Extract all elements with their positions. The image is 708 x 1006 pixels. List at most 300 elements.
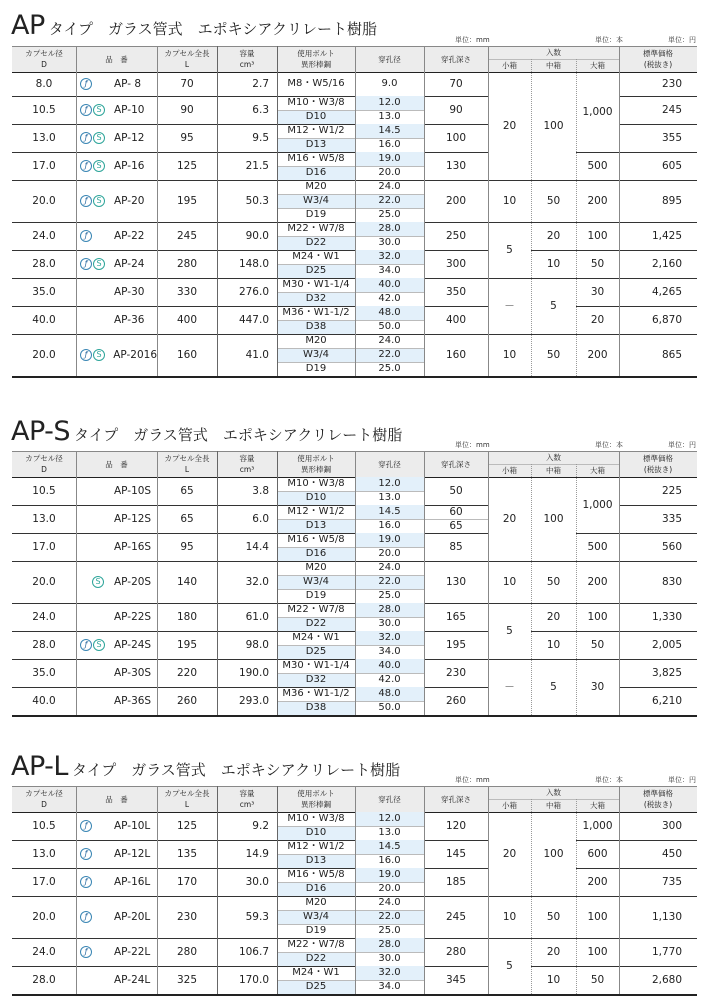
volume-cell: 9.5 <box>252 131 269 144</box>
bolt-size-cell: M10・W3/8 <box>287 97 345 108</box>
cert-icons <box>80 195 108 207</box>
hole-depth-cell: 65 <box>449 519 463 532</box>
cert-icons <box>80 876 108 888</box>
price-cell: 4,265 <box>651 285 682 298</box>
bolt-size-cell: D10 <box>277 491 355 505</box>
diameter-cell: 13.0 <box>32 131 56 144</box>
volume-cell: 41.0 <box>245 348 269 361</box>
length-cell: 125 <box>176 159 198 172</box>
f-mark-icon: ƒ <box>80 230 92 242</box>
hole-depth-cell: 70 <box>449 77 463 90</box>
section-title <box>11 416 402 447</box>
rule-dotted <box>576 799 577 994</box>
price-cell: 225 <box>661 484 682 497</box>
header-length-label: カプセル全長 <box>164 49 210 58</box>
bolt-size-cell: M22・W7/8 <box>287 939 345 950</box>
section-title <box>11 751 400 782</box>
volume-cell: 98.0 <box>245 638 269 651</box>
bolt-size-cell: D38 <box>277 320 355 334</box>
bolt-size-cell: M30・W1-1/4 <box>282 279 350 290</box>
title-description: タイプ ガラス管式 エポキシアクリレート樹脂 <box>71 761 401 779</box>
mid-box-qty: 10 <box>546 973 561 986</box>
product-cell <box>80 812 157 840</box>
header-price-sub: (税抜き) <box>643 800 673 809</box>
bolt-size-cell: M10・W3/8 <box>287 813 345 824</box>
product-code: AP-10 <box>114 104 145 116</box>
rule-line <box>12 994 697 996</box>
bolt-size-cell: D22 <box>277 236 355 250</box>
title-description: タイプ ガラス管式 エポキシアクリレート樹脂 <box>74 426 403 444</box>
hole-diameter-cell: 24.0 <box>378 562 401 573</box>
rule-line <box>277 194 424 195</box>
header-length <box>157 46 217 72</box>
hole-diameter-cell: 14.5 <box>355 840 424 854</box>
hole-diameter-cell: 40.0 <box>355 278 424 292</box>
mid-box-qty: 100 <box>543 119 564 132</box>
length-cell: 140 <box>176 575 198 588</box>
volume-cell: 148.0 <box>238 257 269 270</box>
header-small-box: 小箱 <box>502 465 517 475</box>
hole-depth-cell: 185 <box>445 875 467 888</box>
header-hole-depth-label: 穿孔深さ <box>441 794 471 804</box>
diameter-cell: 20.0 <box>32 348 56 361</box>
rule-line <box>277 617 424 618</box>
hole-diameter-cell: 25.0 <box>378 363 401 374</box>
product-code: AP-20S <box>114 576 152 588</box>
title-series: AP-L <box>11 751 68 782</box>
header-price-label: 標準価格 <box>643 49 673 58</box>
header-volume-label: 容量 <box>239 49 255 58</box>
large-box-qty: 30 <box>590 285 605 298</box>
bolt-size-cell: M12・W1/2 <box>287 841 345 852</box>
header-volume <box>217 46 277 72</box>
diameter-cell: 20.0 <box>32 910 56 923</box>
hole-diameter-cell: 24.0 <box>378 897 401 908</box>
mid-box-qty: 10 <box>546 257 561 270</box>
price-cell: 2,680 <box>651 973 682 986</box>
header-price <box>619 46 697 72</box>
header-volume <box>217 786 277 812</box>
header-hole-depth <box>424 786 488 812</box>
f-mark-icon: ƒ <box>80 820 92 832</box>
rule-line <box>355 451 356 715</box>
diameter-cell: 10.5 <box>32 819 56 832</box>
rule-line <box>277 46 278 376</box>
small-box-qty: 10 <box>502 194 517 207</box>
hole-depth-cell: 60 <box>449 505 463 518</box>
small-box-qty: 5 <box>506 624 513 637</box>
hole-depth-cell: 85 <box>449 540 463 553</box>
large-box-qty: 50 <box>590 973 605 986</box>
product-code: AP-30S <box>114 667 152 679</box>
header-hole-depth <box>424 451 488 477</box>
diameter-cell: 8.0 <box>35 77 53 90</box>
header-small-box: 小箱 <box>502 60 517 70</box>
header-mid-box: 中箱 <box>546 60 561 70</box>
hole-diameter-cell: 22.0 <box>355 575 424 589</box>
header-price-sub: (税抜き) <box>643 60 673 69</box>
diameter-cell: 40.0 <box>32 694 56 707</box>
small-box-qty: 20 <box>502 512 517 525</box>
unit-mm: 単位：mm <box>455 776 490 784</box>
volume-cell: 3.8 <box>252 484 269 497</box>
header-large-box: 大箱 <box>590 800 605 810</box>
large-box-qty: 20 <box>590 313 605 326</box>
diameter-cell: 24.0 <box>32 945 56 958</box>
length-cell: 195 <box>176 638 198 651</box>
diameter-cell: 13.0 <box>32 847 56 860</box>
mid-box-qty: 20 <box>546 945 561 958</box>
product-code: AP-22 <box>114 230 145 242</box>
unit-pcs: 単位：本 <box>595 776 623 784</box>
hole-diameter-cell: 34.0 <box>378 646 401 657</box>
hole-diameter-cell: 30.0 <box>378 237 401 248</box>
bolt-size-cell: M16・W5/8 <box>287 153 345 164</box>
length-cell: 220 <box>176 666 198 679</box>
rule-line <box>277 575 424 576</box>
hole-depth-cell: 200 <box>445 194 467 207</box>
cert-icons <box>80 78 108 90</box>
header-volume-label: 容量 <box>239 454 255 463</box>
large-box-qty: 200 <box>587 575 608 588</box>
diameter-cell: 35.0 <box>32 666 56 679</box>
length-cell: 245 <box>176 229 198 242</box>
hole-depth-cell: 195 <box>445 638 467 651</box>
rule-line <box>619 46 620 376</box>
hole-diameter-cell: 12.0 <box>355 96 424 110</box>
unit-mm: 単位：mm <box>455 441 490 449</box>
hole-depth-cell: 250 <box>445 229 467 242</box>
large-box-qty: 600 <box>587 847 608 860</box>
small-box-qty: 20 <box>502 119 517 132</box>
mid-box-qty: 50 <box>546 575 561 588</box>
product-cell <box>80 603 157 631</box>
volume-cell: 276.0 <box>238 285 269 298</box>
header-mid-box: 中箱 <box>546 465 561 475</box>
diameter-cell: 20.0 <box>32 194 56 207</box>
cert-icons <box>80 911 108 923</box>
rule-line <box>488 464 619 465</box>
header-bolt <box>277 46 355 72</box>
length-cell: 65 <box>180 484 194 497</box>
bolt-size-cell: D19 <box>305 363 327 374</box>
price-cell: 355 <box>661 131 682 144</box>
rule-dotted <box>531 464 532 715</box>
hole-diameter-cell: 32.0 <box>355 250 424 264</box>
hole-diameter-cell: 22.0 <box>355 910 424 924</box>
hole-diameter-cell: 40.0 <box>355 659 424 673</box>
header-length-label: カプセル全長 <box>164 454 210 463</box>
header-large-box: 大箱 <box>590 60 605 70</box>
small-box-qty: 5 <box>506 959 513 972</box>
hole-diameter-cell: 24.0 <box>378 181 401 192</box>
cert-icons <box>80 820 108 832</box>
bolt-size-cell: D25 <box>277 264 355 278</box>
rule-line <box>277 924 424 925</box>
price-cell: 230 <box>661 77 682 90</box>
hole-depth-cell: 120 <box>445 819 467 832</box>
header-price-sub: (税抜き) <box>643 465 673 474</box>
diameter-cell: 13.0 <box>32 512 56 525</box>
volume-cell: 6.3 <box>252 103 269 116</box>
hole-diameter-cell: 14.5 <box>355 505 424 519</box>
header-length-label: カプセル全長 <box>164 789 210 798</box>
small-box-qty: － <box>504 299 515 312</box>
large-box-qty: 200 <box>587 348 608 361</box>
rule-line <box>277 451 278 715</box>
f-mark-icon: ƒ <box>80 349 92 361</box>
header-diameter <box>12 46 76 72</box>
length-cell: 160 <box>176 348 198 361</box>
product-cell <box>80 505 157 533</box>
hole-depth-cell: 230 <box>445 666 467 679</box>
diameter-cell: 10.5 <box>32 103 56 116</box>
hole-diameter-cell: 32.0 <box>355 631 424 645</box>
mid-box-qty: 20 <box>546 610 561 623</box>
section-ap-l <box>0 740 708 1006</box>
length-cell: 280 <box>176 257 198 270</box>
rule-line <box>277 980 424 981</box>
product-code: AP-20 <box>114 195 145 207</box>
header-bolt-sub: 異形棒鋼 <box>301 465 331 474</box>
header-mid-box: 中箱 <box>546 800 561 810</box>
hole-diameter-cell: 34.0 <box>378 265 401 276</box>
header-volume-sub: cm³ <box>239 465 255 474</box>
header-bolt-sub: 異形棒鋼 <box>301 60 331 69</box>
rule-line <box>12 715 697 717</box>
price-cell: 560 <box>661 540 682 553</box>
volume-cell: 30.0 <box>245 875 269 888</box>
volume-cell: 106.7 <box>238 945 269 958</box>
rule-line <box>277 645 424 646</box>
product-code: AP-16 <box>114 160 145 172</box>
hole-depth-cell: 280 <box>445 945 467 958</box>
header-bolt-label: 使用ボルト <box>297 454 335 463</box>
rule-line <box>619 786 620 994</box>
rule-line <box>424 786 425 994</box>
product-code: AP-10S <box>114 485 152 497</box>
hole-diameter-cell: 20.0 <box>378 883 401 894</box>
length-cell: 330 <box>176 285 198 298</box>
rule-line <box>277 826 424 827</box>
hole-diameter-cell: 22.0 <box>355 194 424 208</box>
hole-diameter-cell: 16.0 <box>378 139 401 150</box>
rule-dotted <box>531 799 532 994</box>
small-box-qty: 10 <box>502 575 517 588</box>
header-bolt <box>277 786 355 812</box>
length-cell: 195 <box>176 194 198 207</box>
header-price <box>619 451 697 477</box>
product-cell <box>80 250 157 278</box>
rule-line <box>217 46 218 376</box>
volume-cell: 50.3 <box>245 194 269 207</box>
product-cell <box>80 278 157 306</box>
header-bolt-sub: 異形棒鋼 <box>301 800 331 809</box>
hole-depth-cell: 145 <box>445 847 467 860</box>
large-box-qty: 500 <box>587 540 608 553</box>
hole-diameter-cell: 20.0 <box>378 167 401 178</box>
rule-line <box>76 786 77 994</box>
bolt-size-cell: W3/4 <box>277 575 355 589</box>
unit-yen: 単位：円 <box>668 441 696 449</box>
length-cell: 125 <box>176 819 198 832</box>
header-diameter-label: カプセル径 <box>25 49 63 58</box>
rule-line <box>424 46 425 376</box>
hole-diameter-cell: 50.0 <box>378 321 401 332</box>
hole-depth-cell: 100 <box>445 131 467 144</box>
bolt-size-cell: D19 <box>305 925 327 936</box>
hole-diameter-cell: 28.0 <box>355 938 424 952</box>
header-hole-diameter <box>355 451 424 477</box>
header-hole-depth-label: 穿孔深さ <box>441 54 471 64</box>
length-cell: 90 <box>180 103 194 116</box>
title-description: タイプ ガラス管式 エポキシアクリレート樹脂 <box>48 20 377 38</box>
rule-line <box>488 799 619 800</box>
hole-diameter-cell: 28.0 <box>355 603 424 617</box>
rule-line <box>76 46 77 376</box>
unit-yen: 単位：円 <box>668 36 696 44</box>
price-cell: 895 <box>661 194 682 207</box>
product-cell <box>80 966 157 994</box>
hole-diameter-cell: 12.0 <box>355 477 424 491</box>
hole-depth-cell: 160 <box>445 348 467 361</box>
unit-yen: 単位：円 <box>668 776 696 784</box>
rule-line <box>277 110 424 111</box>
rule-dotted <box>576 59 577 376</box>
s-mark-icon: S <box>93 349 105 361</box>
header-length-sub: L <box>184 465 190 474</box>
s-mark-icon: S <box>93 639 105 651</box>
header-price-label: 標準価格 <box>643 454 673 463</box>
hole-diameter-cell: 30.0 <box>378 953 401 964</box>
hole-diameter-cell: 19.0 <box>355 152 424 166</box>
hole-depth-cell: 50 <box>449 484 463 497</box>
header-product <box>76 451 157 477</box>
bolt-size-cell: D32 <box>277 673 355 687</box>
diameter-cell: 40.0 <box>32 313 56 326</box>
header-product <box>76 46 157 72</box>
hole-depth-cell: 345 <box>445 973 467 986</box>
product-cell <box>80 631 157 659</box>
price-cell: 3,825 <box>651 666 682 679</box>
large-box-qty: 30 <box>590 680 605 693</box>
product-code: AP- 8 <box>114 78 142 90</box>
hole-diameter-cell: 32.0 <box>355 966 424 980</box>
length-cell: 70 <box>180 77 194 90</box>
bolt-size-cell: M20 <box>305 897 327 908</box>
product-cell <box>80 477 157 505</box>
bolt-size-cell: D38 <box>277 701 355 715</box>
volume-cell: 190.0 <box>238 666 269 679</box>
f-mark-icon: ƒ <box>80 258 92 270</box>
bolt-size-cell: M12・W1/2 <box>287 125 345 136</box>
s-mark-icon: S <box>93 195 105 207</box>
header-volume-sub: cm³ <box>239 800 255 809</box>
header-diameter-sub: D <box>41 60 47 69</box>
bolt-size-cell: W3/4 <box>277 910 355 924</box>
rule-line <box>277 208 424 209</box>
large-box-qty: 50 <box>590 638 605 651</box>
bolt-size-cell: D13 <box>277 519 355 533</box>
volume-cell: 59.3 <box>245 910 269 923</box>
product-cell <box>80 334 157 376</box>
length-cell: 170 <box>176 875 198 888</box>
hole-diameter-cell: 42.0 <box>378 674 401 685</box>
s-mark-icon: S <box>93 104 105 116</box>
header-diameter-sub: D <box>41 800 47 809</box>
f-mark-icon: ƒ <box>80 848 92 860</box>
price-cell: 865 <box>661 348 682 361</box>
volume-cell: 61.0 <box>245 610 269 623</box>
bolt-size-cell: W3/4 <box>277 348 355 362</box>
volume-cell: 9.2 <box>252 819 269 832</box>
rule-line <box>488 46 489 376</box>
s-mark-icon: S <box>93 132 105 144</box>
cert-icons <box>80 230 108 242</box>
volume-cell: 293.0 <box>238 694 269 707</box>
header-product-label: 品 番 <box>105 54 128 64</box>
volume-cell: 447.0 <box>238 313 269 326</box>
hole-depth-cell: 260 <box>445 694 467 707</box>
f-mark-icon: ƒ <box>80 639 92 651</box>
header-product-label: 品 番 <box>105 459 128 469</box>
header-volume-sub: cm³ <box>239 60 255 69</box>
volume-cell: 2.7 <box>252 77 269 90</box>
diameter-cell: 28.0 <box>32 257 56 270</box>
hole-depth-cell: 350 <box>445 285 467 298</box>
price-cell: 830 <box>661 575 682 588</box>
rule-line <box>277 362 424 363</box>
hole-diameter-cell: 16.0 <box>378 520 401 531</box>
cert-icons <box>80 576 108 588</box>
rule-line <box>619 451 620 715</box>
product-code: AP-24S <box>114 639 152 651</box>
product-cell <box>80 561 157 603</box>
s-mark-icon: S <box>92 576 104 588</box>
header-length <box>157 786 217 812</box>
header-price <box>619 786 697 812</box>
small-box-qty: － <box>504 680 515 693</box>
rule-line <box>488 59 619 60</box>
cert-icons <box>80 104 108 116</box>
hole-diameter-cell: 12.0 <box>355 812 424 826</box>
diameter-cell: 17.0 <box>32 875 56 888</box>
section-ap <box>0 0 708 374</box>
length-cell: 260 <box>176 694 198 707</box>
small-box-qty: 20 <box>502 847 517 860</box>
rule-line <box>355 46 356 376</box>
rule-line <box>488 451 489 715</box>
product-cell <box>80 533 157 561</box>
hole-diameter-cell: 20.0 <box>378 548 401 559</box>
bolt-size-cell: D16 <box>277 166 355 180</box>
product-cell <box>80 896 157 938</box>
section-ap-s <box>0 405 708 745</box>
rule-line <box>217 451 218 715</box>
unit-pcs: 単位：本 <box>595 36 623 44</box>
rule-line <box>488 786 489 994</box>
diameter-cell: 17.0 <box>32 159 56 172</box>
price-cell: 2,005 <box>651 638 682 651</box>
product-code: AP-2016 <box>113 349 157 361</box>
bolt-size-cell: D22 <box>277 617 355 631</box>
product-code: AP-36S <box>114 695 152 707</box>
hole-diameter-cell: 13.0 <box>378 111 401 122</box>
bolt-size-cell: M16・W5/8 <box>287 869 345 880</box>
product-code: AP-16L <box>114 876 151 888</box>
product-code: AP-10L <box>114 820 151 832</box>
cert-icons <box>80 946 108 958</box>
